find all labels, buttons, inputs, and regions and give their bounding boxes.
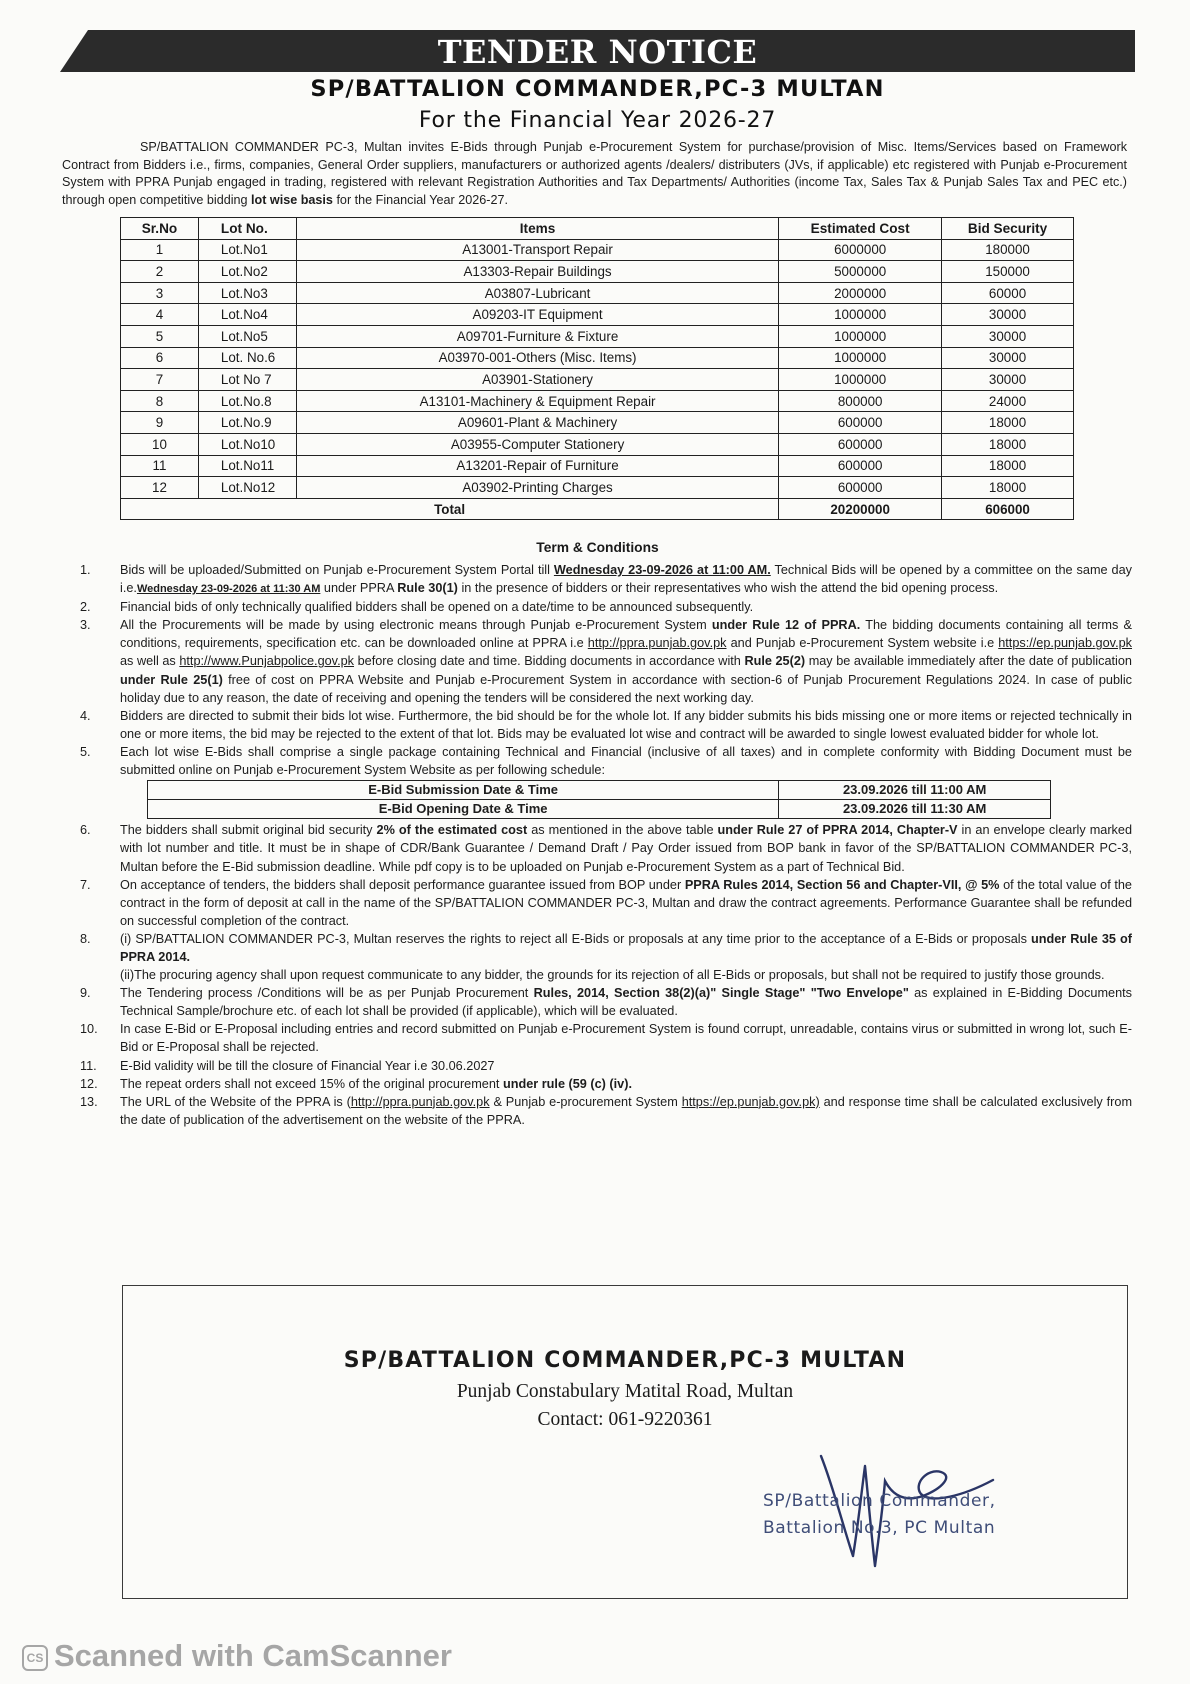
schedule-label: E-Bid Opening Date & Time	[148, 800, 779, 819]
estimated-cost-cell: 800000	[779, 390, 942, 412]
bid-security-cell: 18000	[942, 412, 1074, 434]
term-text: of the total value of the contract in the form of deposit at call in the name of the SP/BATTALION COMMANDER PC-3, Multan and draw the contract agreements. Performance Guarantee shall be refunded on successful completion of the contract.	[120, 877, 1132, 928]
term-text: All the Procurements will be made by using electronic means through Punjab e-Procurement System	[120, 618, 707, 633]
sr-no-cell: 2	[121, 261, 199, 283]
stamp-line-2: Battalion No.3, PC Multan	[763, 1518, 996, 1538]
term-text: Financial bids of only technically qualified bidders shall be opened on a date/time to be announced subsequently.	[120, 600, 754, 615]
lot-no-cell: Lot.No.9	[198, 412, 296, 434]
item-cell: A13303-Repair Buildings	[296, 261, 778, 283]
camscanner-icon: CS	[22, 1645, 48, 1671]
term-text: before closing date and time. Bidding documents in accordance with	[357, 654, 741, 669]
lot-no-cell: Lot.No5	[198, 325, 296, 347]
intro-end: for the Financial Year 2026-27.	[336, 192, 508, 207]
item-cell: A03807-Lubricant	[296, 282, 778, 304]
lot-no-cell: Lot.No2	[198, 261, 296, 283]
estimated-cost-cell: 600000	[779, 455, 942, 477]
item-cell: A13001-Transport Repair	[296, 239, 778, 261]
lot-row	[121, 412, 1074, 434]
schedule-value: 23.09.2026 till 11:00 AM	[779, 781, 1051, 800]
lots-total-row	[121, 498, 1074, 520]
term-text: (i) SP/BATTALION COMMANDER PC-3, Multan reserves the rights to reject all E-Bids or proposals at any time prior to the acceptance of a E-Bids or proposals	[120, 931, 1027, 946]
intro-bold: lot wise basis	[251, 192, 333, 207]
term-6	[80, 821, 1132, 875]
term-3	[80, 616, 1132, 706]
term-text: free of cost on PPRA Website and Punjab e-Procurement System in accordance with section-6 of Punjab Procurement Regulations 2024. In case of public holiday due to any reason, the date of receiving and opening the tenders will be considered the next working day.	[120, 672, 1133, 705]
estimated-cost-cell: 1000000	[779, 369, 942, 391]
issuer-organization: SP/BATTALION COMMANDER,PC-3 MULTAN	[343, 1348, 907, 1373]
item-cell: A03955-Computer Stationery	[296, 433, 778, 455]
lot-row	[121, 477, 1074, 499]
term-text: Bidders are directed to submit their bids lot wise. Furthermore, the bid should be for the whole lot. If any bidder submits his bids missing one or more items or rejected technically in one or more items, the bid may be rejected to the extent of that lot. Bids may be evaluated lot wise and contract will be awarded to single lowest evaluated bidder for whole lot.	[120, 708, 1132, 741]
term-text: Technical Bids will be opened by a committee on the same day i.e.	[120, 563, 1132, 596]
term-submission-deadline: Wednesday 23-09-2026 at 11:00 AM.	[553, 563, 771, 577]
term-9	[80, 984, 1132, 1020]
item-cell: A13101-Machinery & Equipment Repair	[296, 390, 778, 412]
term-text: as mentioned in the above table	[531, 823, 714, 838]
sr-no-cell: 3	[121, 282, 199, 304]
term-number: 10.	[80, 1022, 98, 1037]
lot-row	[121, 347, 1074, 369]
term-rule: under Rule 35 of PPRA 2014.	[120, 931, 1132, 964]
lot-row	[121, 433, 1074, 455]
estimated-cost-cell: 6000000	[779, 239, 942, 261]
term-rule: PPRA Rules 2014, Section 56 and Chapter-VII, @ 5%	[684, 877, 1000, 892]
term-text: in an envelope clearly marked with lot number and title. It must be in shape of CDR/Bank Guarantee / Demand Draft / Pay Order issued from BOP bank in favor of the SP/BATTALION COMMANDER PC-3, Multan before the E-Bid submission deadline. While pdf copy is to be uploaded on Punjab e-Procurement System as a part of Technical Bid.	[120, 823, 1133, 874]
estimated-cost-cell: 600000	[779, 477, 942, 499]
term-10	[80, 1020, 1132, 1056]
lot-row	[121, 282, 1074, 304]
bid-security-cell: 24000	[942, 390, 1074, 412]
bid-security-cell: 30000	[942, 347, 1074, 369]
sr-no-cell: 1	[121, 239, 199, 261]
bid-security-cell: 60000	[942, 282, 1074, 304]
ep-punjab-link[interactable]: https://ep.punjab.gov.pk)	[681, 1094, 820, 1109]
bid-security-cell: 30000	[942, 304, 1074, 326]
term-rule: under Rule 27 of PPRA 2014, Chapter-V	[717, 823, 958, 838]
item-cell: A09601-Plant & Machinery	[296, 412, 778, 434]
header-sr-no: Sr.No	[121, 218, 199, 240]
term-number: 5.	[80, 744, 91, 759]
term-number: 11.	[80, 1058, 97, 1073]
lot-row	[121, 369, 1074, 391]
term-text: & Punjab e-procurement System	[493, 1094, 678, 1109]
term-number: 4.	[80, 708, 91, 723]
lot-row	[121, 325, 1074, 347]
term-number: 6.	[80, 823, 91, 838]
term-5	[80, 743, 1132, 779]
term-text: (ii)The procuring agency shall upon request communicate to any bidder, the grounds for its rejection of all E-Bids or proposals, but shall not be required to justify those grounds.	[120, 968, 1105, 983]
lot-no-cell: Lot.No10	[198, 433, 296, 455]
lot-no-cell: Lot.No3	[198, 282, 296, 304]
sr-no-cell: 5	[121, 325, 199, 347]
lots-table-header	[121, 218, 1074, 240]
watermark-text: Scanned with CamScanner	[54, 1638, 452, 1673]
item-cell: A09701-Furniture & Fixture	[296, 325, 778, 347]
term-text: The bidders shall submit original bid security	[120, 823, 373, 838]
stamp-line-1: SP/Battalion Commander,	[763, 1491, 996, 1511]
lot-no-cell: Lot. No.6	[198, 347, 296, 369]
term-4	[80, 707, 1132, 743]
header-items: Items	[296, 218, 778, 240]
term-2	[80, 598, 1132, 616]
term-text: and Punjab e-Procurement System website i.e	[730, 636, 995, 651]
bid-security-cell: 180000	[942, 239, 1074, 261]
term-number: 9.	[80, 986, 91, 1001]
schedule-table	[147, 780, 1051, 819]
lot-no-cell: Lot.No11	[198, 455, 296, 477]
bid-security-cell: 18000	[942, 433, 1074, 455]
term-text: The URL of the Website of the PPRA is (	[120, 1094, 351, 1109]
term-text: The repeat orders shall not exceed 15% of the original procurement	[120, 1076, 500, 1091]
term-number: 3.	[80, 618, 91, 633]
lot-row	[121, 261, 1074, 283]
item-cell: A13201-Repair of Furniture	[296, 455, 778, 477]
term-text: Each lot wise E-Bids shall comprise a single package containing Technical and Financial (inclusive of all taxes) and in complete conformity with Bidding Document must be submitted online on Punjab e-Procurement System Website as per following schedule:	[120, 744, 1132, 778]
lot-no-cell: Lot.No1	[198, 239, 296, 261]
bid-security-cell: 18000	[942, 455, 1074, 477]
estimated-cost-cell: 2000000	[779, 282, 942, 304]
term-7	[80, 876, 1132, 930]
sr-no-cell: 7	[121, 369, 199, 391]
header-bid-security: Bid Security	[942, 218, 1074, 240]
estimated-cost-cell: 1000000	[779, 347, 942, 369]
term-number: 1.	[80, 563, 91, 577]
term-rule: Rule 25(2)	[744, 654, 806, 669]
intro-paragraph	[62, 139, 1127, 209]
item-cell: A03902-Printing Charges	[296, 477, 778, 499]
lot-no-cell: Lot No 7	[198, 369, 296, 391]
term-rule: under rule (59 (c) (iv).	[502, 1076, 632, 1091]
schedule-row	[148, 781, 1051, 800]
term-text: The bidding documents containing all terms & conditions, requirements, specification etc. can be downloaded online at PPRA i.e	[120, 618, 1133, 651]
estimated-cost-cell: 5000000	[779, 261, 942, 283]
term-number: 13.	[80, 1094, 98, 1109]
sr-no-cell: 10	[121, 433, 199, 455]
term-number: 8.	[80, 931, 91, 946]
sr-no-cell: 12	[121, 477, 199, 499]
lot-no-cell: Lot.No12	[198, 477, 296, 499]
term-rule: Rule 30(1)	[397, 581, 458, 596]
sr-no-cell: 6	[121, 347, 199, 369]
ppra-link[interactable]: http://ppra.punjab.gov.pk	[587, 636, 727, 651]
estimated-cost-cell: 600000	[779, 433, 942, 455]
item-cell: A03901-Stationery	[296, 369, 778, 391]
term-11	[80, 1057, 1132, 1075]
sr-no-cell: 9	[121, 412, 199, 434]
term-text: and response time shall be calculated exclusively from the date of publication of the advertisement on the website of the PPRA.	[120, 1094, 1133, 1127]
total-security: 606000	[942, 498, 1074, 520]
terms-title: Term & Conditions	[536, 540, 659, 555]
term-number: 12.	[80, 1076, 98, 1091]
bid-security-cell: 18000	[942, 477, 1074, 499]
item-cell: A09203-IT Equipment	[296, 304, 778, 326]
term-rule: Rules, 2014, Section 38(2)(a)" Single Stage" "Two Envelope"	[533, 986, 909, 1001]
estimated-cost-cell: 1000000	[779, 325, 942, 347]
term-text: In case E-Bid or E-Proposal including entries and record submitted on Punjab e-Procurement System is found corrupt, unreadable, contains virus or submitted in wrong lot, such E-Bid or E-Proposal shall be rejected.	[120, 1022, 1132, 1055]
schedule-label: E-Bid Submission Date & Time	[148, 781, 779, 800]
issuer-box	[122, 1285, 1128, 1599]
term-text: may be available immediately after the date of publication	[808, 654, 1132, 669]
bid-security-cell: 30000	[942, 369, 1074, 391]
header-lot-no: Lot No.	[198, 218, 296, 240]
lot-no-cell: Lot.No4	[198, 304, 296, 326]
lots-table	[120, 217, 1074, 520]
lot-row	[121, 390, 1074, 412]
issuer-address: Punjab Constabulary Matital Road, Multan	[456, 1381, 794, 1402]
term-rule: under Rule 12 of PPRA.	[711, 618, 861, 633]
term-12	[80, 1075, 1132, 1093]
sr-no-cell: 8	[121, 390, 199, 412]
sr-no-cell: 4	[121, 304, 199, 326]
lot-row	[121, 455, 1074, 477]
punjab-police-link[interactable]: http://www.Punjabpolice.gov.pk	[179, 654, 355, 669]
term-text: under PPRA	[323, 581, 394, 596]
notice-title: TENDER NOTICE	[437, 33, 758, 71]
ep-punjab-link[interactable]: https://ep.punjab.gov.pk	[998, 636, 1133, 651]
lot-row	[121, 239, 1074, 261]
issuer-contact: Contact: 061-9220361	[537, 1409, 713, 1430]
term-text: in the presence of bidders or their representatives who wish the attend the bid opening process.	[461, 581, 999, 596]
header-estimated-cost: Estimated Cost	[779, 218, 942, 240]
total-label: Total	[121, 498, 779, 520]
term-1	[80, 561, 1132, 598]
bid-security-cell: 150000	[942, 261, 1074, 283]
schedule-row	[148, 800, 1051, 819]
total-cost: 20200000	[779, 498, 942, 520]
term-number: 2.	[80, 600, 91, 615]
term-rule: under Rule 25(1)	[120, 672, 223, 687]
term-text: E-Bid validity will be till the closure of Financial Year i.e 30.06.2027	[120, 1058, 495, 1073]
term-13	[80, 1093, 1132, 1129]
estimated-cost-cell: 600000	[779, 412, 942, 434]
term-text: as explained in E-Bidding Documents Technical Sample/brochure etc. of each lot shall be provided (if applicable), which will be evaluated.	[120, 986, 1132, 1019]
term-bold: 2% of the estimated cost	[376, 823, 528, 838]
term-number: 7.	[80, 877, 91, 892]
term-text: as well as	[120, 654, 176, 669]
term-text: The Tendering process /Conditions will be as per Punjab Procurement	[120, 986, 529, 1001]
sr-no-cell: 11	[121, 455, 199, 477]
bid-security-cell: 30000	[942, 325, 1074, 347]
lot-row	[121, 304, 1074, 326]
item-cell: A03970-001-Others (Misc. Items)	[296, 347, 778, 369]
term-opening-time: Wednesday 23-09-2026 at 11:30 AM	[136, 583, 321, 596]
intro-text: SP/BATTALION COMMANDER PC-3, Multan invites E-Bids through Punjab e-Procurement System for purchase/provision of Misc. Items/Services based on Framework Contract from Bidders i.e., firms, companies, General Order suppliers, manufacturers or authorized agents /dealers/ distributers (JVs, if applicable) etc registered with Punjab e-Procurement System with PPRA Punjab engaged in trading, registered with relevant Registration Authorities and Tax Departments/ Authorities (income Tax, Sales Tax & Punjab Sales Tax and PEC etc.) through open competitive bidding	[62, 140, 1127, 207]
term-8	[80, 930, 1132, 984]
organization-title: SP/BATTALION COMMANDER,PC-3 MULTAN	[310, 76, 885, 102]
scanner-watermark	[22, 1638, 452, 1674]
estimated-cost-cell: 1000000	[779, 304, 942, 326]
terms-list	[80, 561, 1132, 1129]
term-text: On acceptance of tenders, the bidders shall deposit performance guarantee issued from BOP under	[120, 877, 682, 892]
ppra-link[interactable]: http://ppra.punjab.gov.pk	[350, 1094, 490, 1109]
lot-no-cell: Lot.No.8	[198, 390, 296, 412]
schedule-value: 23.09.2026 till 11:30 AM	[779, 800, 1051, 819]
financial-year-title: For the Financial Year 2026-27	[418, 108, 777, 133]
term-text: Bids will be uploaded/Submitted on Punjab e-Procurement System Portal till	[120, 563, 550, 577]
